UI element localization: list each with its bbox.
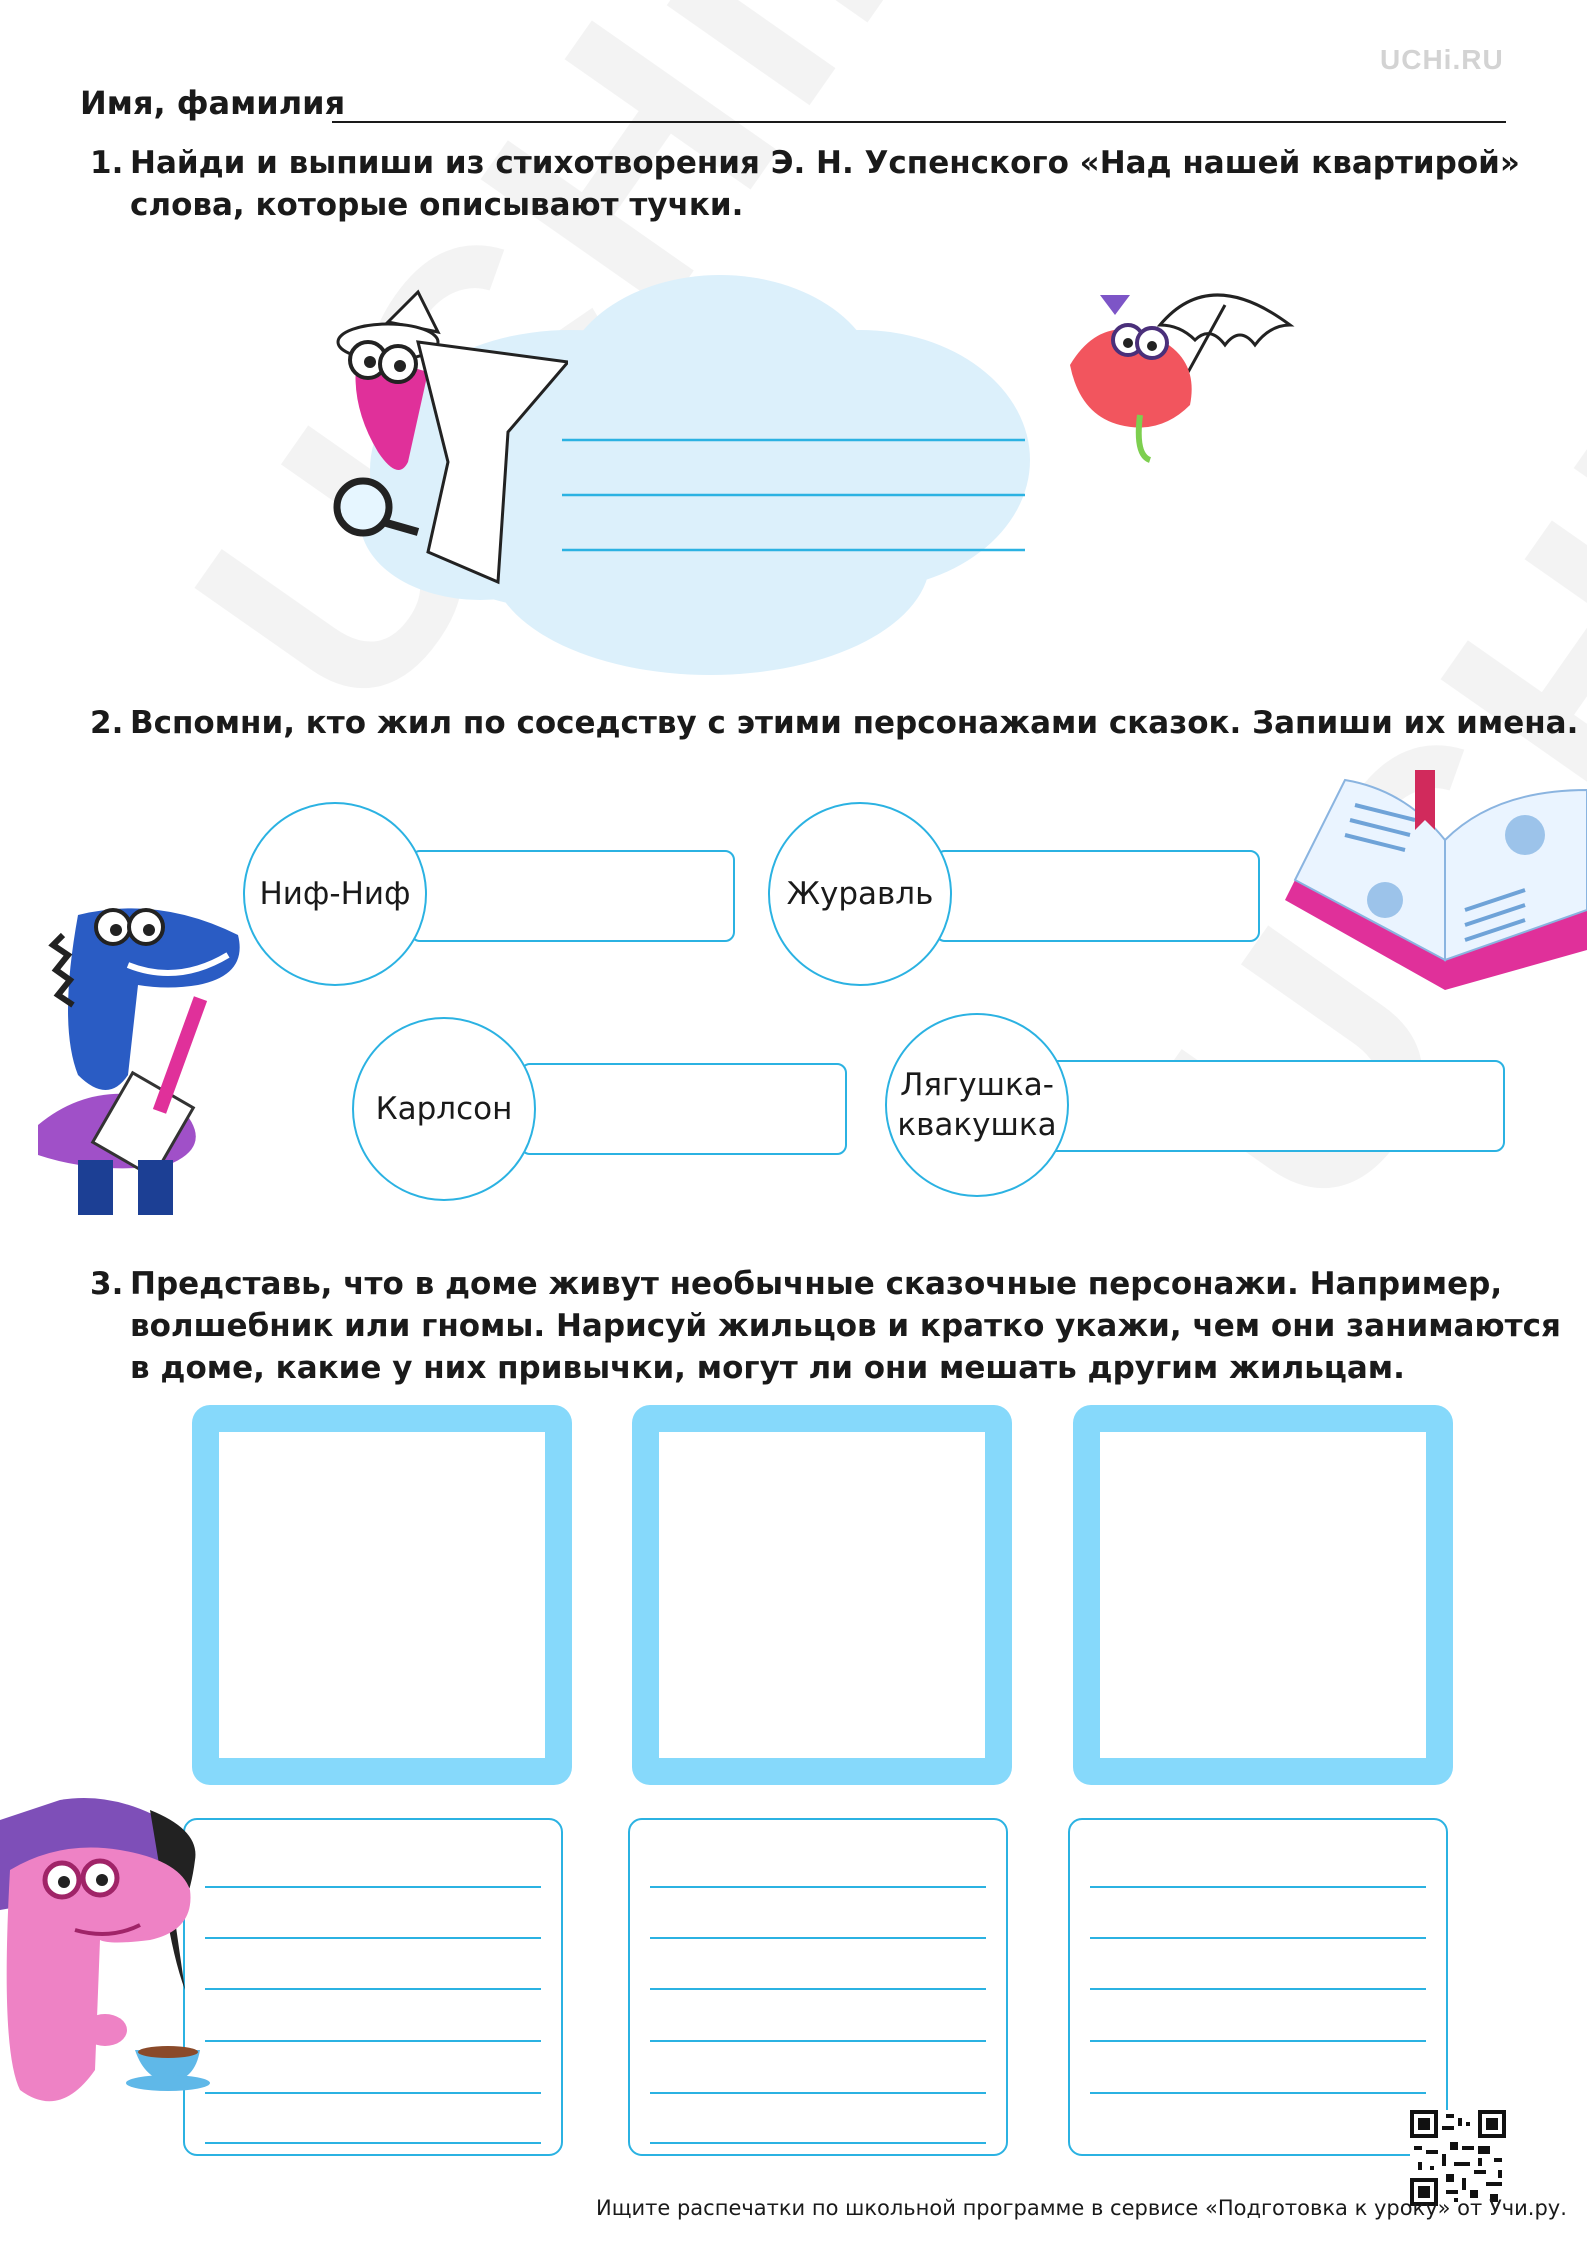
blue-dino-illustration	[18, 875, 268, 1215]
name-input-line[interactable]	[332, 121, 1506, 123]
answer-line[interactable]	[650, 1937, 986, 1939]
answer-line[interactable]	[1090, 1988, 1426, 1990]
answer-lines-box-1[interactable]	[183, 1818, 563, 2156]
task-text-line: слова, которые описывают тучки.	[130, 187, 744, 223]
character-label-karlson: Карлсон	[352, 1017, 536, 1201]
task-text-line: Найди и выпиши из стихотворения Э. Н. Успенского «Над нашей квартирой»	[130, 145, 1520, 181]
name-label: Имя, фамилия	[80, 84, 346, 122]
task-number: 3.	[90, 1266, 124, 1302]
task-3	[90, 1263, 1561, 1393]
umbrella-dino-illustration	[1040, 265, 1300, 485]
character-label-zhuravl: Журавль	[768, 802, 952, 986]
task-text-line: в доме, какие у них привычки, могут ли они мешать другим жильцам.	[130, 1350, 1405, 1386]
answer-lines-box-2[interactable]	[628, 1818, 1008, 2156]
answer-line[interactable]	[650, 1886, 986, 1888]
task-number: 1.	[90, 145, 124, 181]
task-1	[90, 142, 1520, 232]
answer-field-zhuravl[interactable]	[935, 850, 1260, 942]
pink-dino-illustration	[0, 1790, 215, 2130]
drawing-area-2[interactable]	[632, 1405, 1012, 1785]
answer-line[interactable]	[1090, 1886, 1426, 1888]
answer-lines-box-3[interactable]	[1068, 1818, 1448, 2156]
task-2	[90, 702, 1579, 747]
answer-line[interactable]	[650, 1988, 986, 1990]
answer-line[interactable]	[205, 1988, 541, 1990]
answer-line[interactable]	[205, 2142, 541, 2144]
answer-line[interactable]	[1090, 2040, 1426, 2042]
character-label-lyagushka: Лягушка- квакушка	[885, 1013, 1069, 1197]
detective-dino-illustration	[318, 282, 568, 602]
answer-line[interactable]	[650, 2040, 986, 2042]
drawing-area-3[interactable]	[1073, 1405, 1453, 1785]
answer-line[interactable]	[650, 2092, 986, 2094]
answer-line[interactable]	[205, 2040, 541, 2042]
answer-line[interactable]	[1090, 1937, 1426, 1939]
answer-line[interactable]	[205, 2092, 541, 2094]
book-illustration	[1275, 760, 1587, 1010]
task-number: 2.	[90, 705, 124, 741]
answer-line[interactable]	[650, 2142, 986, 2144]
answer-field-lyagushka[interactable]	[1040, 1060, 1505, 1152]
answer-line[interactable]	[1090, 2092, 1426, 2094]
task-text-line: Представь, что в доме живут необычные сказочные персонажи. Например,	[130, 1266, 1503, 1302]
task-text-line: Вспомни, кто жил по соседству с этими персонажами сказок. Запиши их имена.	[130, 705, 1579, 741]
qr-code[interactable]	[1410, 2110, 1506, 2206]
drawing-area-1[interactable]	[192, 1405, 572, 1785]
task-text-line: волшебник или гномы. Нарисуй жильцов и кратко укажи, чем они занимаются	[130, 1308, 1561, 1344]
footer-note: Ищите распечатки по школьной программе в сервисе «Подготовка к уроку» от Учи.ру.	[596, 2196, 1567, 2220]
character-label-nif-nif: Ниф-Ниф	[243, 802, 427, 986]
answer-field-nif-nif[interactable]	[410, 850, 735, 942]
answer-line[interactable]	[205, 1937, 541, 1939]
answer-line[interactable]	[205, 1886, 541, 1888]
brand-logo: UCHi.RU	[1380, 44, 1504, 75]
answer-field-karlson[interactable]	[520, 1063, 847, 1155]
